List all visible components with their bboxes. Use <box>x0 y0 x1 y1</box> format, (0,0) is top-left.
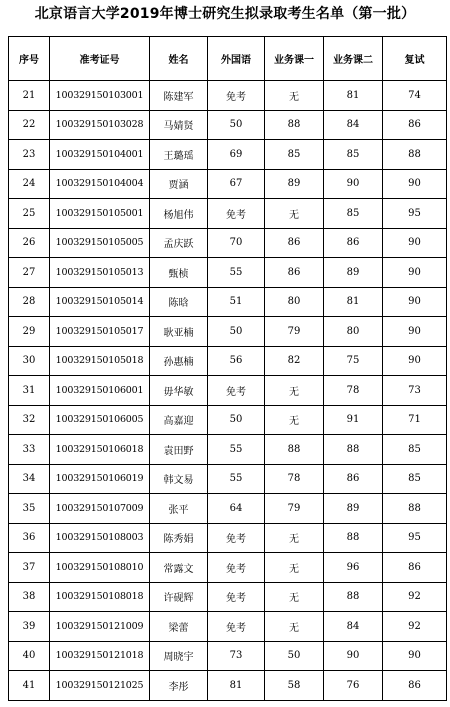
cell-name: 常露文 <box>150 553 208 583</box>
cell-subject-one: 无 <box>265 582 324 612</box>
cell-retest: 73 <box>383 376 447 406</box>
cell-exam-id: 100329150105001 <box>50 199 150 229</box>
cell-exam-id: 100329150106019 <box>50 464 150 494</box>
cell-exam-id: 100329150103001 <box>50 81 150 111</box>
table-row <box>9 110 447 140</box>
cell-subject-one: 80 <box>265 287 324 317</box>
cell-foreign-language: 50 <box>208 405 265 435</box>
cell-name: 陈晗 <box>150 287 208 317</box>
cell-seq: 26 <box>9 228 50 258</box>
cell-retest: 92 <box>383 612 447 642</box>
cell-exam-id: 100329150104001 <box>50 140 150 170</box>
cell-name: 甄桢 <box>150 258 208 288</box>
header-name: 姓名 <box>150 37 208 81</box>
cell-subject-two: 81 <box>324 81 383 111</box>
cell-subject-two: 78 <box>324 376 383 406</box>
cell-subject-one: 无 <box>265 553 324 583</box>
cell-retest: 86 <box>383 553 447 583</box>
document-title: 北京语言大学2019年博士研究生拟录取考生名单（第一批） <box>34 6 416 22</box>
cell-seq: 32 <box>9 405 50 435</box>
cell-retest: 71 <box>383 405 447 435</box>
cell-retest: 95 <box>383 523 447 553</box>
cell-foreign-language: 55 <box>208 435 265 465</box>
cell-seq: 30 <box>9 346 50 376</box>
table-row <box>9 582 447 612</box>
cell-retest: 90 <box>383 228 447 258</box>
cell-exam-id: 100329150103028 <box>50 110 150 140</box>
cell-exam-id: 100329150121025 <box>50 671 150 701</box>
cell-exam-id: 100329150104004 <box>50 169 150 199</box>
cell-subject-two: 86 <box>324 228 383 258</box>
cell-seq: 39 <box>9 612 50 642</box>
cell-name: 杨旭伟 <box>150 199 208 229</box>
cell-subject-two: 88 <box>324 523 383 553</box>
cell-name: 王璐瑶 <box>150 140 208 170</box>
cell-seq: 40 <box>9 641 50 671</box>
cell-seq: 21 <box>9 81 50 111</box>
table-row <box>9 494 447 524</box>
cell-subject-one: 86 <box>265 258 324 288</box>
cell-retest: 95 <box>383 199 447 229</box>
cell-exam-id: 100329150108003 <box>50 523 150 553</box>
cell-name: 梁蕾 <box>150 612 208 642</box>
header-retest: 复试 <box>383 37 447 81</box>
cell-retest: 85 <box>383 464 447 494</box>
cell-exam-id: 100329150108010 <box>50 553 150 583</box>
cell-subject-one: 82 <box>265 346 324 376</box>
cell-foreign-language: 免考 <box>208 199 265 229</box>
header-subject-two: 业务课二 <box>324 37 383 81</box>
cell-subject-two: 85 <box>324 140 383 170</box>
cell-subject-one: 无 <box>265 81 324 111</box>
cell-foreign-language: 50 <box>208 317 265 347</box>
cell-retest: 86 <box>383 671 447 701</box>
cell-foreign-language: 51 <box>208 287 265 317</box>
cell-subject-one: 85 <box>265 140 324 170</box>
cell-subject-one: 88 <box>265 110 324 140</box>
cell-exam-id: 100329150106001 <box>50 376 150 406</box>
cell-seq: 27 <box>9 258 50 288</box>
cell-subject-one: 58 <box>265 671 324 701</box>
cell-subject-two: 91 <box>324 405 383 435</box>
cell-retest: 88 <box>383 140 447 170</box>
cell-exam-id: 100329150121018 <box>50 641 150 671</box>
cell-retest: 90 <box>383 258 447 288</box>
cell-seq: 36 <box>9 523 50 553</box>
cell-seq: 22 <box>9 110 50 140</box>
header-row <box>9 37 447 81</box>
table-row <box>9 435 447 465</box>
table-row <box>9 346 447 376</box>
cell-exam-id: 100329150106005 <box>50 405 150 435</box>
header-foreign-language: 外国语 <box>208 37 265 81</box>
cell-subject-one: 无 <box>265 376 324 406</box>
cell-foreign-language: 免考 <box>208 582 265 612</box>
cell-subject-two: 80 <box>324 317 383 347</box>
cell-foreign-language: 67 <box>208 169 265 199</box>
cell-name: 李彤 <box>150 671 208 701</box>
cell-foreign-language: 免考 <box>208 553 265 583</box>
cell-subject-one: 79 <box>265 317 324 347</box>
cell-name: 耿亚楠 <box>150 317 208 347</box>
cell-seq: 24 <box>9 169 50 199</box>
table-row <box>9 81 447 111</box>
cell-exam-id: 100329150105014 <box>50 287 150 317</box>
cell-name: 陈建军 <box>150 81 208 111</box>
cell-foreign-language: 56 <box>208 346 265 376</box>
cell-subject-two: 96 <box>324 553 383 583</box>
cell-exam-id: 100329150105013 <box>50 258 150 288</box>
cell-seq: 29 <box>9 317 50 347</box>
cell-name: 韩文易 <box>150 464 208 494</box>
cell-seq: 37 <box>9 553 50 583</box>
cell-exam-id: 100329150105017 <box>50 317 150 347</box>
table-row <box>9 228 447 258</box>
cell-seq: 38 <box>9 582 50 612</box>
cell-name: 孙惠楠 <box>150 346 208 376</box>
cell-retest: 90 <box>383 169 447 199</box>
cell-foreign-language: 免考 <box>208 376 265 406</box>
cell-foreign-language: 免考 <box>208 523 265 553</box>
cell-exam-id: 100329150105018 <box>50 346 150 376</box>
cell-name: 陈秀娟 <box>150 523 208 553</box>
cell-exam-id: 100329150105005 <box>50 228 150 258</box>
table-row <box>9 376 447 406</box>
table-row <box>9 612 447 642</box>
cell-foreign-language: 70 <box>208 228 265 258</box>
cell-name: 张平 <box>150 494 208 524</box>
cell-seq: 35 <box>9 494 50 524</box>
table-body <box>9 81 447 701</box>
cell-seq: 23 <box>9 140 50 170</box>
cell-retest: 74 <box>383 81 447 111</box>
cell-subject-two: 89 <box>324 258 383 288</box>
cell-subject-two: 85 <box>324 199 383 229</box>
cell-foreign-language: 73 <box>208 641 265 671</box>
table-row <box>9 287 447 317</box>
cell-foreign-language: 免考 <box>208 81 265 111</box>
cell-exam-id: 100329150107009 <box>50 494 150 524</box>
table-row <box>9 405 447 435</box>
admission-list-table <box>8 36 447 701</box>
cell-name: 袁田野 <box>150 435 208 465</box>
header-exam-id: 准考证号 <box>50 37 150 81</box>
cell-name: 贾涵 <box>150 169 208 199</box>
cell-name: 周晓宇 <box>150 641 208 671</box>
header-subject-one: 业务课一 <box>265 37 324 81</box>
cell-seq: 33 <box>9 435 50 465</box>
cell-foreign-language: 免考 <box>208 612 265 642</box>
cell-exam-id: 100329150108018 <box>50 582 150 612</box>
cell-name: 高嘉迎 <box>150 405 208 435</box>
table-row <box>9 199 447 229</box>
cell-seq: 25 <box>9 199 50 229</box>
cell-foreign-language: 50 <box>208 110 265 140</box>
cell-subject-one: 88 <box>265 435 324 465</box>
cell-subject-one: 无 <box>265 612 324 642</box>
cell-retest: 90 <box>383 317 447 347</box>
cell-retest: 85 <box>383 435 447 465</box>
cell-seq: 34 <box>9 464 50 494</box>
table-row <box>9 671 447 701</box>
table-row <box>9 523 447 553</box>
cell-retest: 86 <box>383 110 447 140</box>
cell-retest: 92 <box>383 582 447 612</box>
cell-subject-two: 84 <box>324 110 383 140</box>
cell-subject-two: 88 <box>324 582 383 612</box>
cell-exam-id: 100329150121009 <box>50 612 150 642</box>
cell-subject-one: 无 <box>265 199 324 229</box>
table-row <box>9 553 447 583</box>
cell-subject-one: 50 <box>265 641 324 671</box>
table-row <box>9 641 447 671</box>
cell-retest: 90 <box>383 641 447 671</box>
cell-subject-two: 84 <box>324 612 383 642</box>
cell-subject-two: 90 <box>324 641 383 671</box>
cell-subject-two: 86 <box>324 464 383 494</box>
table-row <box>9 258 447 288</box>
cell-subject-two: 75 <box>324 346 383 376</box>
cell-seq: 31 <box>9 376 50 406</box>
table-row <box>9 140 447 170</box>
cell-foreign-language: 64 <box>208 494 265 524</box>
cell-subject-two: 90 <box>324 169 383 199</box>
cell-subject-two: 76 <box>324 671 383 701</box>
cell-retest: 90 <box>383 346 447 376</box>
cell-name: 许砚辉 <box>150 582 208 612</box>
cell-retest: 88 <box>383 494 447 524</box>
cell-subject-two: 88 <box>324 435 383 465</box>
cell-foreign-language: 81 <box>208 671 265 701</box>
cell-foreign-language: 69 <box>208 140 265 170</box>
cell-subject-one: 89 <box>265 169 324 199</box>
cell-seq: 28 <box>9 287 50 317</box>
cell-foreign-language: 55 <box>208 258 265 288</box>
cell-subject-one: 78 <box>265 464 324 494</box>
cell-name: 毋华敏 <box>150 376 208 406</box>
cell-subject-two: 81 <box>324 287 383 317</box>
cell-subject-one: 79 <box>265 494 324 524</box>
cell-retest: 90 <box>383 287 447 317</box>
cell-exam-id: 100329150106018 <box>50 435 150 465</box>
table-header <box>9 37 447 81</box>
table-row <box>9 169 447 199</box>
cell-name: 马婧贤 <box>150 110 208 140</box>
cell-foreign-language: 55 <box>208 464 265 494</box>
cell-subject-one: 无 <box>265 405 324 435</box>
cell-name: 孟庆跃 <box>150 228 208 258</box>
header-seq: 序号 <box>9 37 50 81</box>
cell-subject-one: 86 <box>265 228 324 258</box>
table-row <box>9 464 447 494</box>
cell-seq: 41 <box>9 671 50 701</box>
cell-subject-one: 无 <box>265 523 324 553</box>
table-row <box>9 317 447 347</box>
cell-subject-two: 89 <box>324 494 383 524</box>
